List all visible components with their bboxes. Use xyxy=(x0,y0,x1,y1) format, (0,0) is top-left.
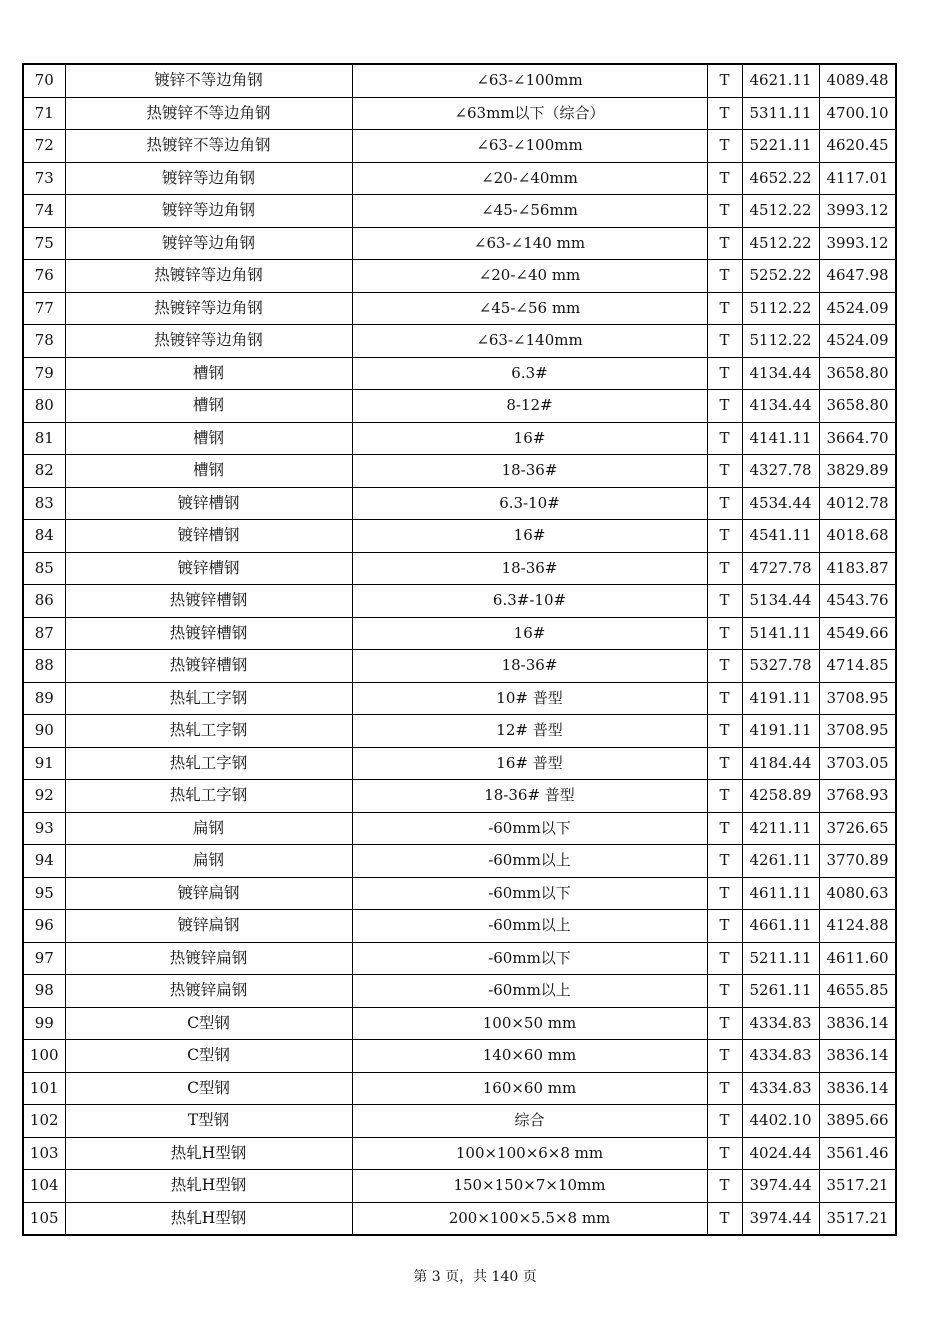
row-number: 96 xyxy=(23,910,65,943)
price-tax-included: 4541.11 xyxy=(742,520,819,553)
table-row xyxy=(23,780,896,813)
price-tax-excluded: 4524.09 xyxy=(819,292,896,325)
item-unit: T xyxy=(707,227,742,260)
table-row xyxy=(23,422,896,455)
row-number: 94 xyxy=(23,845,65,878)
row-number: 73 xyxy=(23,162,65,195)
item-name: 镀锌槽钢 xyxy=(65,552,352,585)
price-tax-excluded: 3836.14 xyxy=(819,1040,896,1073)
item-spec: ∠63-∠100mm xyxy=(352,130,707,163)
row-number: 72 xyxy=(23,130,65,163)
item-unit: T xyxy=(707,1202,742,1235)
item-unit: T xyxy=(707,97,742,130)
item-spec: 12# 普型 xyxy=(352,715,707,748)
item-unit: T xyxy=(707,130,742,163)
item-name: 热镀锌槽钢 xyxy=(65,617,352,650)
item-name: 镀锌等边角钢 xyxy=(65,195,352,228)
price-tax-excluded: 4655.85 xyxy=(819,975,896,1008)
item-name: 热镀锌等边角钢 xyxy=(65,325,352,358)
price-tax-included: 4134.44 xyxy=(742,390,819,423)
item-spec: 综合 xyxy=(352,1105,707,1138)
table-row xyxy=(23,195,896,228)
table-row xyxy=(23,357,896,390)
item-spec: ∠63-∠100mm xyxy=(352,64,707,97)
price-tax-excluded: 3768.93 xyxy=(819,780,896,813)
item-unit: T xyxy=(707,812,742,845)
row-number: 91 xyxy=(23,747,65,780)
item-name: 热镀锌等边角钢 xyxy=(65,260,352,293)
item-unit: T xyxy=(707,1007,742,1040)
row-number: 71 xyxy=(23,97,65,130)
table-row xyxy=(23,1105,896,1138)
price-tax-excluded: 3517.21 xyxy=(819,1202,896,1235)
table-row xyxy=(23,975,896,1008)
row-number: 97 xyxy=(23,942,65,975)
item-unit: T xyxy=(707,292,742,325)
table-row xyxy=(23,292,896,325)
item-spec: 6.3-10# xyxy=(352,487,707,520)
price-tax-included: 5311.11 xyxy=(742,97,819,130)
row-number: 70 xyxy=(23,64,65,97)
table-row xyxy=(23,1137,896,1170)
item-name: C型钢 xyxy=(65,1007,352,1040)
item-spec: ∠45-∠56mm xyxy=(352,195,707,228)
price-tax-included: 4191.11 xyxy=(742,715,819,748)
price-tax-included: 4327.78 xyxy=(742,455,819,488)
item-spec: -60mm以下 xyxy=(352,942,707,975)
item-unit: T xyxy=(707,1072,742,1105)
item-spec: ∠63-∠140 mm xyxy=(352,227,707,260)
row-number: 82 xyxy=(23,455,65,488)
price-tax-excluded: 4700.10 xyxy=(819,97,896,130)
item-unit: T xyxy=(707,682,742,715)
item-spec: 18-36# xyxy=(352,650,707,683)
item-spec: ∠45-∠56 mm xyxy=(352,292,707,325)
row-number: 103 xyxy=(23,1137,65,1170)
table-row xyxy=(23,942,896,975)
item-spec: ∠63mm以下（综合） xyxy=(352,97,707,130)
price-tax-excluded: 3703.05 xyxy=(819,747,896,780)
item-spec: -60mm以下 xyxy=(352,877,707,910)
item-name: 镀锌槽钢 xyxy=(65,487,352,520)
item-name: 热轧H型钢 xyxy=(65,1202,352,1235)
item-unit: T xyxy=(707,162,742,195)
price-tax-included: 4534.44 xyxy=(742,487,819,520)
price-tax-excluded: 4080.63 xyxy=(819,877,896,910)
table-row xyxy=(23,845,896,878)
item-unit: T xyxy=(707,64,742,97)
item-unit: T xyxy=(707,1137,742,1170)
item-name: 热镀锌等边角钢 xyxy=(65,292,352,325)
row-number: 83 xyxy=(23,487,65,520)
row-number: 102 xyxy=(23,1105,65,1138)
item-unit: T xyxy=(707,520,742,553)
table-row xyxy=(23,520,896,553)
item-spec: -60mm以下 xyxy=(352,812,707,845)
item-unit: T xyxy=(707,780,742,813)
price-tax-excluded: 3829.89 xyxy=(819,455,896,488)
row-number: 74 xyxy=(23,195,65,228)
price-tax-included: 4261.11 xyxy=(742,845,819,878)
item-name: 热镀锌扁钢 xyxy=(65,975,352,1008)
price-tax-excluded: 3726.65 xyxy=(819,812,896,845)
row-number: 101 xyxy=(23,1072,65,1105)
item-spec: 16# xyxy=(352,520,707,553)
item-name: 镀锌等边角钢 xyxy=(65,227,352,260)
price-tax-included: 5112.22 xyxy=(742,292,819,325)
price-tax-included: 4141.11 xyxy=(742,422,819,455)
item-spec: ∠63-∠140mm xyxy=(352,325,707,358)
item-name: 热镀锌槽钢 xyxy=(65,585,352,618)
item-unit: T xyxy=(707,1170,742,1203)
item-name: 热镀锌扁钢 xyxy=(65,942,352,975)
price-tax-excluded: 4124.88 xyxy=(819,910,896,943)
price-tax-included: 5141.11 xyxy=(742,617,819,650)
price-tax-excluded: 3708.95 xyxy=(819,715,896,748)
row-number: 79 xyxy=(23,357,65,390)
price-tax-excluded: 4018.68 xyxy=(819,520,896,553)
price-tax-included: 4258.89 xyxy=(742,780,819,813)
item-spec: 100×100×6×8 mm xyxy=(352,1137,707,1170)
item-unit: T xyxy=(707,325,742,358)
price-tax-included: 5211.11 xyxy=(742,942,819,975)
item-unit: T xyxy=(707,975,742,1008)
item-name: 镀锌等边角钢 xyxy=(65,162,352,195)
price-tax-excluded: 4549.66 xyxy=(819,617,896,650)
item-spec: 6.3# xyxy=(352,357,707,390)
item-spec: 200×100×5.5×8 mm xyxy=(352,1202,707,1235)
item-unit: T xyxy=(707,357,742,390)
item-name: 槽钢 xyxy=(65,357,352,390)
table-row xyxy=(23,1040,896,1073)
item-name: 热轧工字钢 xyxy=(65,780,352,813)
table-row xyxy=(23,715,896,748)
item-unit: T xyxy=(707,910,742,943)
item-name: 镀锌扁钢 xyxy=(65,877,352,910)
row-number: 81 xyxy=(23,422,65,455)
row-number: 86 xyxy=(23,585,65,618)
row-number: 85 xyxy=(23,552,65,585)
row-number: 87 xyxy=(23,617,65,650)
row-number: 104 xyxy=(23,1170,65,1203)
item-name: 热镀锌槽钢 xyxy=(65,650,352,683)
price-tax-included: 5112.22 xyxy=(742,325,819,358)
price-tax-excluded: 3836.14 xyxy=(819,1007,896,1040)
table-row xyxy=(23,390,896,423)
item-unit: T xyxy=(707,650,742,683)
item-spec: 140×60 mm xyxy=(352,1040,707,1073)
item-spec: -60mm以上 xyxy=(352,975,707,1008)
table-row xyxy=(23,682,896,715)
item-unit: T xyxy=(707,845,742,878)
price-tax-excluded: 4543.76 xyxy=(819,585,896,618)
table-row xyxy=(23,130,896,163)
row-number: 99 xyxy=(23,1007,65,1040)
price-tax-excluded: 4647.98 xyxy=(819,260,896,293)
item-spec: 16# xyxy=(352,422,707,455)
item-name: 热镀锌不等边角钢 xyxy=(65,130,352,163)
price-tax-excluded: 4611.60 xyxy=(819,942,896,975)
item-spec: 16# 普型 xyxy=(352,747,707,780)
item-spec: 18-36# xyxy=(352,455,707,488)
item-name: 镀锌槽钢 xyxy=(65,520,352,553)
row-number: 93 xyxy=(23,812,65,845)
price-tax-included: 4652.22 xyxy=(742,162,819,195)
row-number: 88 xyxy=(23,650,65,683)
price-tax-excluded: 4012.78 xyxy=(819,487,896,520)
price-tax-included: 4024.44 xyxy=(742,1137,819,1170)
price-tax-excluded: 4524.09 xyxy=(819,325,896,358)
item-spec: 6.3#-10# xyxy=(352,585,707,618)
item-spec: -60mm以上 xyxy=(352,910,707,943)
table-row xyxy=(23,552,896,585)
item-name: 热轧H型钢 xyxy=(65,1170,352,1203)
item-spec: 10# 普型 xyxy=(352,682,707,715)
table-row xyxy=(23,487,896,520)
price-tax-excluded: 3517.21 xyxy=(819,1170,896,1203)
price-tax-excluded: 3658.80 xyxy=(819,357,896,390)
price-tax-included: 4512.22 xyxy=(742,195,819,228)
item-name: 镀锌不等边角钢 xyxy=(65,64,352,97)
price-tax-excluded: 4117.01 xyxy=(819,162,896,195)
table-row xyxy=(23,1072,896,1105)
item-name: 槽钢 xyxy=(65,455,352,488)
price-tax-included: 4334.83 xyxy=(742,1072,819,1105)
item-name: 槽钢 xyxy=(65,422,352,455)
page-footer: 第 3 页，共 140 页 xyxy=(413,1269,537,1285)
price-tax-included: 5261.11 xyxy=(742,975,819,1008)
price-table xyxy=(22,63,897,1236)
row-number: 105 xyxy=(23,1202,65,1235)
item-name: 热轧H型钢 xyxy=(65,1137,352,1170)
table-row xyxy=(23,1007,896,1040)
item-unit: T xyxy=(707,552,742,585)
table-row xyxy=(23,910,896,943)
row-number: 80 xyxy=(23,390,65,423)
price-tax-excluded: 3561.46 xyxy=(819,1137,896,1170)
row-number: 92 xyxy=(23,780,65,813)
price-tax-included: 4512.22 xyxy=(742,227,819,260)
table-row xyxy=(23,260,896,293)
item-name: 扁钢 xyxy=(65,812,352,845)
row-number: 78 xyxy=(23,325,65,358)
item-spec: 8-12# xyxy=(352,390,707,423)
price-tax-excluded: 3658.80 xyxy=(819,390,896,423)
table-row xyxy=(23,227,896,260)
item-unit: T xyxy=(707,877,742,910)
row-number: 77 xyxy=(23,292,65,325)
table-row xyxy=(23,617,896,650)
price-tax-included: 4611.11 xyxy=(742,877,819,910)
item-name: 扁钢 xyxy=(65,845,352,878)
item-unit: T xyxy=(707,390,742,423)
row-number: 98 xyxy=(23,975,65,1008)
item-spec: ∠20-∠40mm xyxy=(352,162,707,195)
row-number: 75 xyxy=(23,227,65,260)
price-table-body xyxy=(23,64,896,1235)
price-tax-included: 5327.78 xyxy=(742,650,819,683)
row-number: 90 xyxy=(23,715,65,748)
row-number: 95 xyxy=(23,877,65,910)
item-unit: T xyxy=(707,585,742,618)
table-row xyxy=(23,325,896,358)
price-tax-included: 4402.10 xyxy=(742,1105,819,1138)
price-tax-excluded: 3993.12 xyxy=(819,227,896,260)
table-row xyxy=(23,747,896,780)
price-tax-included: 4184.44 xyxy=(742,747,819,780)
item-name: 镀锌扁钢 xyxy=(65,910,352,943)
item-spec: 100×50 mm xyxy=(352,1007,707,1040)
price-tax-excluded: 3836.14 xyxy=(819,1072,896,1105)
item-spec: 150×150×7×10mm xyxy=(352,1170,707,1203)
price-tax-excluded: 4089.48 xyxy=(819,64,896,97)
item-unit: T xyxy=(707,195,742,228)
item-unit: T xyxy=(707,455,742,488)
item-spec: 160×60 mm xyxy=(352,1072,707,1105)
row-number: 76 xyxy=(23,260,65,293)
table-row xyxy=(23,812,896,845)
price-tax-excluded: 4183.87 xyxy=(819,552,896,585)
item-name: 热镀锌不等边角钢 xyxy=(65,97,352,130)
price-tax-excluded: 3993.12 xyxy=(819,195,896,228)
table-row xyxy=(23,585,896,618)
price-tax-included: 4334.83 xyxy=(742,1040,819,1073)
table-row xyxy=(23,650,896,683)
item-unit: T xyxy=(707,715,742,748)
table-row xyxy=(23,455,896,488)
item-spec: 18-36# xyxy=(352,552,707,585)
item-name: C型钢 xyxy=(65,1040,352,1073)
price-tax-excluded: 3664.70 xyxy=(819,422,896,455)
price-tax-excluded: 4714.85 xyxy=(819,650,896,683)
item-unit: T xyxy=(707,260,742,293)
price-tax-included: 5134.44 xyxy=(742,585,819,618)
item-name: T型钢 xyxy=(65,1105,352,1138)
item-name: 热轧工字钢 xyxy=(65,682,352,715)
item-unit: T xyxy=(707,1105,742,1138)
price-tax-included: 3974.44 xyxy=(742,1170,819,1203)
price-tax-included: 4334.83 xyxy=(742,1007,819,1040)
row-number: 100 xyxy=(23,1040,65,1073)
price-tax-excluded: 3708.95 xyxy=(819,682,896,715)
table-row xyxy=(23,1202,896,1235)
price-tax-included: 5221.11 xyxy=(742,130,819,163)
price-tax-included: 4661.11 xyxy=(742,910,819,943)
item-name: 槽钢 xyxy=(65,390,352,423)
row-number: 84 xyxy=(23,520,65,553)
item-spec: 16# xyxy=(352,617,707,650)
table-row xyxy=(23,64,896,97)
price-tax-included: 4191.11 xyxy=(742,682,819,715)
table-row xyxy=(23,1170,896,1203)
item-unit: T xyxy=(707,487,742,520)
price-tax-included: 4621.11 xyxy=(742,64,819,97)
row-number: 89 xyxy=(23,682,65,715)
price-tax-excluded: 3895.66 xyxy=(819,1105,896,1138)
item-unit: T xyxy=(707,942,742,975)
item-unit: T xyxy=(707,747,742,780)
item-unit: T xyxy=(707,1040,742,1073)
price-tax-excluded: 3770.89 xyxy=(819,845,896,878)
table-row xyxy=(23,877,896,910)
item-spec: ∠20-∠40 mm xyxy=(352,260,707,293)
item-spec: 18-36# 普型 xyxy=(352,780,707,813)
price-tax-included: 5252.22 xyxy=(742,260,819,293)
table-row xyxy=(23,97,896,130)
price-tax-included: 4134.44 xyxy=(742,357,819,390)
item-spec: -60mm以上 xyxy=(352,845,707,878)
price-tax-included: 4211.11 xyxy=(742,812,819,845)
table-row xyxy=(23,162,896,195)
item-name: 热轧工字钢 xyxy=(65,747,352,780)
price-tax-included: 4727.78 xyxy=(742,552,819,585)
item-unit: T xyxy=(707,617,742,650)
item-name: 热轧工字钢 xyxy=(65,715,352,748)
item-unit: T xyxy=(707,422,742,455)
price-tax-excluded: 4620.45 xyxy=(819,130,896,163)
price-tax-included: 3974.44 xyxy=(742,1202,819,1235)
item-name: C型钢 xyxy=(65,1072,352,1105)
